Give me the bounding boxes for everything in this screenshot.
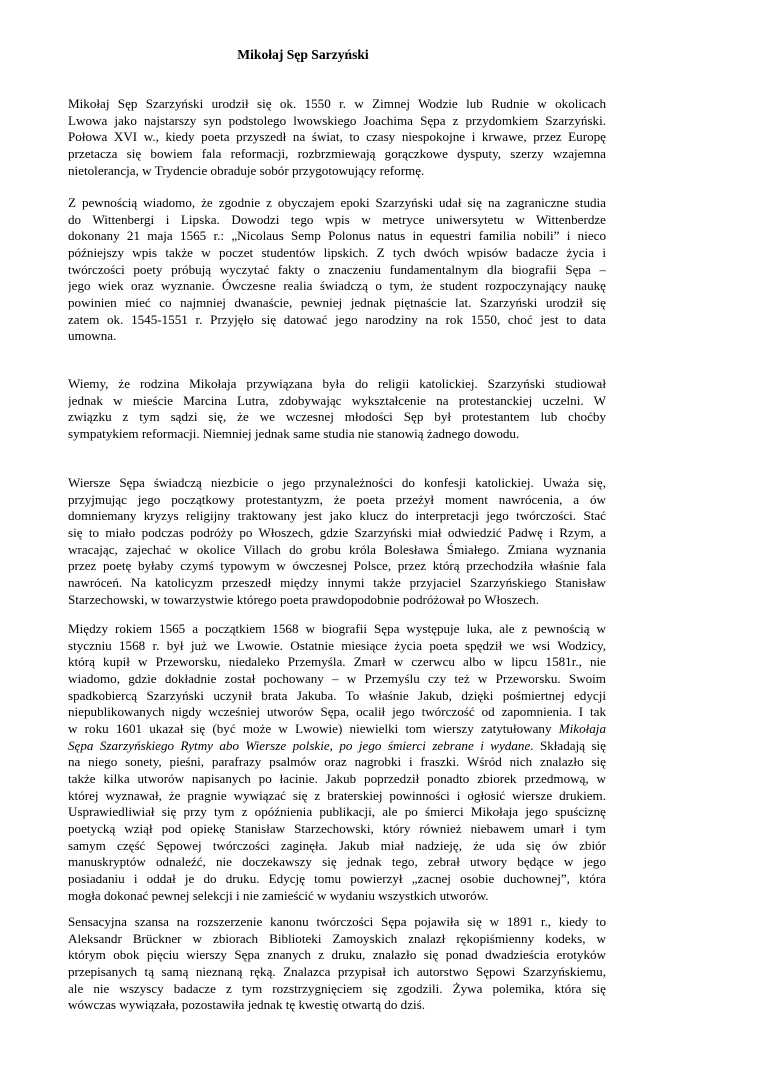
text-line: poetycką wziął pod opiekę Stanisław Starzechowski, który również niebawem umarł i tym: [68, 820, 606, 836]
book-title-part: Mikołaja: [558, 720, 606, 736]
text-line: się to miało podczas podróży po Włoszech, gdzie Szarzyński miał odwiedzić Padwę i Rzym, a: [68, 524, 606, 540]
text-line: manuskryptów odnaleźć, nie doczekawszy się jednak tego, zebrał utwory będące w jego: [68, 854, 606, 870]
text-line: Mikołaj Sęp Szarzyński urodził się ok. 1550 r. w Zimnej Wodzie lub Rudnie w okolicach: [68, 96, 606, 111]
text-line: Starzechowski, w towarzystwie którego poeta prawdopodobnie podróżował po Włoszech.: [68, 591, 539, 607]
text-line: do Wittenbergi i Lipska. Dowodzi tego wpis w metryce uniwersytetu w Wittenberdze: [68, 211, 606, 227]
text-line: którym obok pięciu wierszy Sępa znanych z druku, znalazło się ponad dwadzieścia erotyków: [68, 947, 606, 963]
text-line: [68, 738, 606, 755]
text-line: nietolerancja, w Trydencie obraduje sobór przygotowujący reformę.: [68, 162, 425, 178]
text-line: Sensacyjna szansa na rozszerzenie kanonu twórczości Sępa pojawiła się w 1891 r., kiedy to: [68, 914, 606, 929]
text-line: jednak w mieście Marcina Lutra, zdobywając wykształcenie na protestanckiej uczelni. W: [68, 392, 606, 408]
text-line: umowna.: [68, 328, 117, 344]
text-line: na niego sonety, pieśni, parafrazy psalmów oraz nagrobki i fraszki. Wśród nich znalazło się: [68, 754, 606, 770]
text-line: późniejszy wpis także w poczet studentów lipskich. Z tych dwóch wpisów badacze życia i: [68, 244, 606, 260]
paragraph-1: [68, 96, 606, 179]
text-line: Usprawiedliwiał się przy tym z opóźnienia publikacji, ale po śmierci Mikołaja jego spuściznę: [68, 804, 606, 820]
text-line: Między rokiem 1565 a początkiem 1568 w biografii Sępa występuje luka, ale z pewnością w: [68, 621, 606, 636]
paragraph-3: [68, 376, 606, 443]
text-line: spadkobiercą Szarzyński uczynił brata Jakuba. To właśnie Jakub, dzięki pośmiertnej edycji: [68, 687, 606, 703]
text-line: którą kupił w Przeworsku, niedaleko Przemyśla. Zmarł w czerwcu albo w lipcu 1581r., nie: [68, 654, 606, 670]
text-line: powinien mieć co najmniej dwanaście, pewniej jednak piętnaście lat. Szarzyński urodził się: [68, 294, 606, 310]
text-line: Połowa XVI w., kiedy poeta przyszedł na świat, to czasy niespokojne i krwawe, przez Europę: [68, 129, 606, 145]
text-segment: . Składają się: [530, 737, 606, 753]
text-line: twórczości poety próbują wyczytać fakty o znaczeniu fundamentalnym dla biografii Sępa –: [68, 261, 606, 277]
text-line: posiadaniu i oddał je do druku. Edycję tomu powierzył „zacnej osobie duchownej”, która: [68, 870, 606, 886]
document-title: Mikołaj Sęp Sarzyński: [237, 47, 369, 62]
book-title-part: Sępa Szarzyńskiego Rytmy abo Wiersze polskie, po jego śmierci zebrane i wydane: [68, 737, 531, 753]
text-line: której wyznawał, że pragnie wywiązać się z braterskiej powinności i ogłosić wiersze drukiem.: [68, 787, 606, 803]
text-line: wówczas wywiązała, pozostawiła jednak tę kwestię otwartą do dziś.: [68, 997, 426, 1013]
text-line: Z pewnością wiadomo, że zgodnie z obyczajem epoki Szarzyński udał się na zagraniczne studia: [68, 195, 606, 210]
text-line: dokonany 21 maja 1565 r.: „Nicolaus Semp Polonus natus in equestri familia nobili” i nieco: [68, 228, 606, 244]
text-line: nawróceń. Na katolicyzm przeszedł między innymi także przyjaciel Szarzyńskiego Stanisław: [68, 574, 606, 590]
text-line: Lwowa jako najstarszy syn podstolego lwowskiego Joachima Sępa z przydomkiem Szarzyński.: [68, 112, 606, 128]
text-line: wracając, zajechać w okolice Villach do grobu króla Bolesława Śmiałego. Zmiana wyznania: [68, 541, 606, 557]
text-line: styczniu 1568 r. był już we Lwowie. Ostatnie miesiące życia poeta spędził we wsi Wodzicy,: [68, 637, 606, 653]
text-line: wiadomo, gdzie dokładnie został pochowany – w Przemyślu czy też w Przeworsku. Swoim: [68, 670, 606, 686]
text-line: Aleksandr Brückner w zbiorach Biblioteki Zamoyskich znalazł rękopiśmienny kodeks, w: [68, 930, 606, 946]
text-line: domniemany kryzys religijny traktowany jest jako klucz do interpretacji jego twórczości. Stać: [68, 508, 606, 524]
text-line: samym część Sępowej twórczości zaginęła. Jakub miał nadzieję, że uda się ów zbiór: [68, 837, 606, 853]
paragraph-4: [68, 475, 606, 608]
text-line: przetacza się bowiem fala reformacji, rozbrzmiewają gorączkowe dysputy, szerzy wzajemna: [68, 145, 606, 161]
text-line: ale nie wszyscy badacze z tym rozstrzygnięciem się zgodzili. Żywa polemika, która się: [68, 980, 606, 996]
text-line: Wiemy, że rodzina Mikołaja przywiązana była do religii katolickiej. Szarzyński studiował: [68, 376, 606, 391]
text-line: [68, 721, 606, 738]
paragraph-5: [68, 621, 606, 904]
text-line: jego wiek oraz wyznanie. Ówczesne realia świadczą o tym, że student rozpoczynający naukę: [68, 278, 606, 294]
text-line: zatem ok. 1545-1551 r. Przyjęło się datować jego narodziny na rok 1550, choć jest to data: [68, 311, 606, 327]
text-segment: w roku 1601 ukazał się (być może w Lwowie) niewielki tom wierszy zatytułowany: [68, 720, 559, 736]
text-line: związku z tym sądzi się, że we wczesnej młodości Sęp był protestantem lub choćby: [68, 409, 606, 425]
text-line: także kilka utworów napisanych po łacinie. Jakub poprzedził ponadto zbiorek przedmową, w: [68, 770, 606, 786]
paragraph-2: [68, 195, 606, 345]
text-line: przepisanych tą samą nieznaną ręką. Znalazca przypisał ich autorstwo Sępowi Szarzyńskiemu,: [68, 963, 606, 979]
text-line: Wiersze Sępa świadczą niezbicie o jego przynależności do konfesji katolickiej. Uważa się,: [68, 475, 606, 490]
text-line: sympatykiem reformacji. Niemniej jednak same studia nie stanowią żadnego dowodu.: [68, 425, 520, 441]
text-line: przez poetę byłaby czymś typowym w ówczesnej Polsce, przez którą przechodziła właśnie fala: [68, 558, 606, 574]
text-line: niepublikowanych nigdy wcześniej utworów Sępa, ocalił jego twórczość od zapomnienia. I tak: [68, 704, 606, 720]
text-line: mogła dokonać pewnej selekcji i nie zamieścić w wydaniu wszystkich utworów.: [68, 887, 489, 903]
paragraph-6: [68, 914, 606, 1014]
text-line: przyjmując jego początkowy protestantyzm, że poeta przeżył moment nawrócenia, a ów: [68, 491, 606, 507]
